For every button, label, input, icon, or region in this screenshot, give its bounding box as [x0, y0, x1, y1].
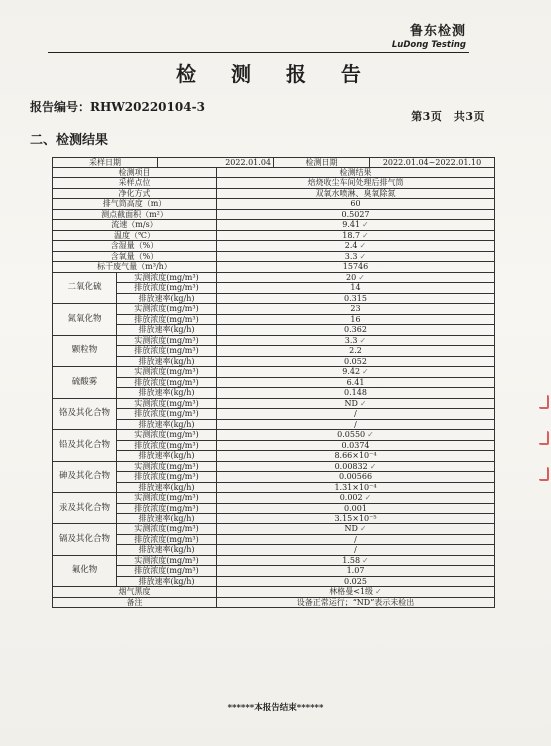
table-row: [53, 262, 495, 272]
table-row: [53, 482, 495, 492]
result-value: 6.41: [346, 377, 365, 387]
metric-label: 排放速率(kg/h): [117, 513, 217, 523]
result-cell: [217, 534, 495, 544]
table-row: [53, 524, 495, 534]
table-row: [53, 419, 495, 429]
result-cell: [217, 545, 495, 555]
table-row: [53, 304, 495, 314]
test-date-value: 2022.01.04~2022.01.10: [370, 158, 495, 168]
result-value: 0.0374: [341, 440, 370, 450]
result-value: 60: [350, 199, 361, 209]
table-row: [53, 241, 495, 251]
table-header-row: [53, 168, 495, 178]
result-value: 0.002: [339, 493, 363, 503]
metric-label: 实测浓度(mg/m³): [117, 555, 217, 565]
result-value: 20: [346, 272, 357, 282]
result-cell: [217, 398, 495, 408]
sample-date-value: 2022.01.04: [158, 158, 274, 168]
result-value: 0.052: [344, 356, 367, 366]
result-value: 0.00832: [334, 461, 368, 471]
result-value: 1.31×10⁻⁴: [334, 482, 377, 492]
item-label: 备注: [53, 597, 217, 607]
metric-label: 实测浓度(mg/m³): [117, 524, 217, 534]
result-cell: [217, 304, 495, 314]
result-value: 3.15×10⁻⁵: [334, 513, 377, 523]
result-value: 0.5027: [341, 209, 370, 219]
metric-label: 排放浓度(mg/m³): [117, 440, 217, 450]
metric-label: 排放速率(kg/h): [117, 576, 217, 586]
table-row: [53, 209, 495, 219]
checkmark-icon: ✓: [362, 367, 369, 377]
result-cell: [217, 314, 495, 324]
table-row: [53, 293, 495, 303]
result-cell: [217, 241, 495, 251]
item-label: 测点截面积（m²）: [53, 209, 217, 219]
result-cell: [217, 335, 495, 345]
result-cell: [217, 419, 495, 429]
sample-date-label: 采样日期: [53, 158, 158, 168]
result-cell: [217, 293, 495, 303]
metric-label: 排放速率(kg/h): [117, 388, 217, 398]
checkmark-icon: ✓: [367, 430, 374, 440]
result-value: 1.07: [346, 566, 365, 576]
metric-label: 排放浓度(mg/m³): [117, 503, 217, 513]
result-cell: [217, 367, 495, 377]
pollutant-name: 氟化物: [53, 555, 117, 586]
metric-label: 实测浓度(mg/m³): [117, 367, 217, 377]
item-label: 流速（m/s）: [53, 220, 217, 230]
result-cell: [217, 587, 495, 597]
result-value: 3.3: [344, 335, 358, 345]
result-value: 0.148: [344, 388, 367, 398]
table-row: [53, 220, 495, 230]
table-row: [53, 283, 495, 293]
metric-label: 排放速率(kg/h): [117, 293, 217, 303]
section-title: 二、检测结果: [30, 133, 109, 148]
result-cell: [217, 209, 495, 219]
table-row: [53, 398, 495, 408]
metric-label: 排放浓度(mg/m³): [117, 346, 217, 356]
table-row: [53, 545, 495, 555]
result-cell: [217, 220, 495, 230]
metric-label: 排放速率(kg/h): [117, 325, 217, 335]
metric-label: 排放浓度(mg/m³): [117, 314, 217, 324]
metric-label: 排放浓度(mg/m³): [117, 409, 217, 419]
table-row: [53, 472, 495, 482]
checkmark-icon: ✓: [375, 587, 382, 597]
metric-label: 排放速率(kg/h): [117, 451, 217, 461]
checkmark-icon: ✓: [359, 524, 367, 534]
metric-label: 排放浓度(mg/m³): [117, 566, 217, 576]
result-value: 8.66×10⁻⁴: [334, 451, 377, 461]
metric-label: 排放浓度(mg/m³): [117, 377, 217, 387]
item-label: 烟气黑度: [53, 587, 217, 597]
table-row: [53, 346, 495, 356]
result-value: 3.3: [344, 251, 358, 261]
result-cell: [217, 597, 495, 607]
result-cell: [217, 430, 495, 440]
metric-label: 实测浓度(mg/m³): [117, 461, 217, 471]
result-value: /: [354, 534, 357, 544]
result-value: 1.58: [342, 555, 361, 565]
table-row: [53, 251, 495, 261]
pollutant-name: 铅及其化合物: [53, 430, 117, 461]
result-value: 18.7: [342, 230, 361, 240]
result-cell: [217, 283, 495, 293]
result-value: 23: [350, 304, 361, 314]
table-row: [53, 566, 495, 576]
pollutant-name: 二氧化硫: [53, 272, 117, 303]
result-value: 设备正常运行；“ND”表示未检出: [296, 597, 415, 607]
result-value: ND: [344, 398, 358, 408]
brand-name-cn: 鲁东检测: [409, 24, 466, 39]
checkmark-icon: ✓: [359, 398, 367, 408]
checkmark-icon: ✓: [359, 335, 367, 345]
checkmark-icon: ✓: [359, 251, 367, 261]
table-row: [53, 587, 495, 597]
result-cell: [217, 346, 495, 356]
result-cell: [217, 272, 495, 282]
result-cell: [217, 555, 495, 565]
item-label: 排气筒高度（m）: [53, 199, 217, 209]
checkmark-icon: ✓: [358, 272, 365, 282]
table-row: [53, 451, 495, 461]
metric-label: 实测浓度(mg/m³): [117, 304, 217, 314]
result-value: 0.315: [344, 293, 367, 303]
result-value: 14: [350, 283, 361, 293]
table-row: [53, 377, 495, 387]
result-cell: [217, 472, 495, 482]
item-label: 采样点位: [53, 178, 217, 188]
table-row: [53, 356, 495, 366]
report-end: ******本报告结束******: [227, 703, 324, 713]
item-label: 含湿量（%）: [53, 241, 217, 251]
result-cell: [217, 325, 495, 335]
table-row: [53, 461, 495, 471]
table-row: [53, 503, 495, 513]
result-value: ND: [344, 524, 358, 534]
result-cell: [217, 251, 495, 261]
table-row: [53, 409, 495, 419]
result-cell: [217, 377, 495, 387]
checkmark-icon: ✓: [362, 230, 369, 240]
result-cell: [217, 524, 495, 534]
test-date-label: 检测日期: [274, 158, 370, 168]
checkmark-icon: ✓: [359, 241, 367, 251]
result-value: 15746: [342, 262, 369, 272]
pollutant-name: 铬及其化合物: [53, 398, 117, 429]
result-cell: [217, 262, 495, 272]
result-cell: [217, 493, 495, 503]
metric-label: 实测浓度(mg/m³): [117, 398, 217, 408]
column-header-result: 检测结果: [217, 168, 495, 178]
metric-label: 排放速率(kg/h): [117, 545, 217, 555]
pollutant-name: 汞及其化合物: [53, 493, 117, 524]
table-row: [53, 335, 495, 345]
result-cell: [217, 199, 495, 209]
pollutant-name: 颗粒物: [53, 335, 117, 366]
result-cell: [217, 409, 495, 419]
table-row: [53, 188, 495, 198]
result-cell: [217, 440, 495, 450]
report-title: 检 测 报 告: [176, 62, 375, 86]
result-value: 9.41: [342, 220, 361, 230]
metric-label: 排放速率(kg/h): [117, 482, 217, 492]
table-row: [53, 534, 495, 544]
result-cell: [217, 178, 495, 188]
table-row: [53, 440, 495, 450]
metric-label: 排放浓度(mg/m³): [117, 472, 217, 482]
page-info: 第3页 共3页: [411, 110, 485, 123]
result-value: /: [354, 419, 357, 429]
checkmark-icon: ✓: [362, 220, 369, 230]
table-row: [53, 325, 495, 335]
result-value: 0.001: [344, 503, 367, 513]
pollutant-name: 氮氧化物: [53, 304, 117, 335]
report-number: 报告编号：RHW20220104-3: [30, 100, 205, 114]
result-value: /: [354, 545, 357, 555]
result-value: 0.00566: [338, 472, 373, 482]
metric-label: 排放速率(kg/h): [117, 419, 217, 429]
result-value: 0.0550: [337, 430, 366, 440]
result-cell: [217, 566, 495, 576]
result-cell: [217, 356, 495, 366]
metric-label: 实测浓度(mg/m³): [117, 272, 217, 282]
result-cell: [217, 230, 495, 240]
checkmark-icon: ✓: [364, 493, 372, 503]
result-cell: [217, 388, 495, 398]
result-cell: [217, 451, 495, 461]
table-row: [53, 367, 495, 377]
metric-label: 排放速率(kg/h): [117, 356, 217, 366]
pollutant-name: 砷及其化合物: [53, 461, 117, 492]
item-label: 净化方式: [53, 188, 217, 198]
result-cell: [217, 513, 495, 523]
table-row: [53, 230, 495, 240]
metric-label: 排放浓度(mg/m³): [117, 283, 217, 293]
results-table: [52, 167, 495, 608]
result-value: /: [354, 409, 357, 419]
checkmark-icon: ✓: [362, 555, 369, 565]
table-row: [53, 178, 495, 188]
result-value: 2.2: [349, 346, 362, 356]
result-cell: [217, 188, 495, 198]
item-label: 含氧量（%）: [53, 251, 217, 261]
result-value: 林格曼<1级: [329, 587, 374, 597]
table-row: [53, 430, 495, 440]
result-cell: [217, 503, 495, 513]
metric-label: 实测浓度(mg/m³): [117, 493, 217, 503]
table-row: [53, 314, 495, 324]
result-value: 0.362: [344, 325, 367, 335]
pollutant-name: 硫酸雾: [53, 367, 117, 398]
pollutant-name: 镉及其化合物: [53, 524, 117, 555]
table-row: [53, 199, 495, 209]
result-value: 16: [350, 314, 361, 324]
metric-label: 排放浓度(mg/m³): [117, 534, 217, 544]
column-header-item: 检测项目: [53, 168, 217, 178]
result-value: 0.025: [344, 576, 367, 586]
table-row: [53, 388, 495, 398]
checkmark-icon: ✓: [369, 461, 377, 471]
metric-label: 实测浓度(mg/m³): [117, 430, 217, 440]
table-row: [53, 576, 495, 586]
table-row: [53, 597, 495, 607]
result-value: 9.42: [342, 367, 361, 377]
result-value: 焙烧收尘车间处理后排气筒: [307, 178, 404, 188]
table-row: [53, 272, 495, 282]
table-row: [53, 513, 495, 523]
table-row: [53, 493, 495, 503]
result-value: 2.4: [344, 241, 358, 251]
table-row: [53, 555, 495, 565]
item-label: 温度（℃）: [53, 230, 217, 240]
item-label: 标干废气量（m³/h）: [53, 262, 217, 272]
metric-label: 实测浓度(mg/m³): [117, 335, 217, 345]
result-value: 双氧水喷淋、臭氧除氮: [315, 188, 396, 198]
brand-name-en: LuDong Testing: [391, 40, 466, 50]
result-cell: [217, 576, 495, 586]
result-cell: [217, 461, 495, 471]
seal-edge-mark: [539, 395, 549, 495]
header-divider: [48, 52, 469, 53]
result-cell: [217, 482, 495, 492]
